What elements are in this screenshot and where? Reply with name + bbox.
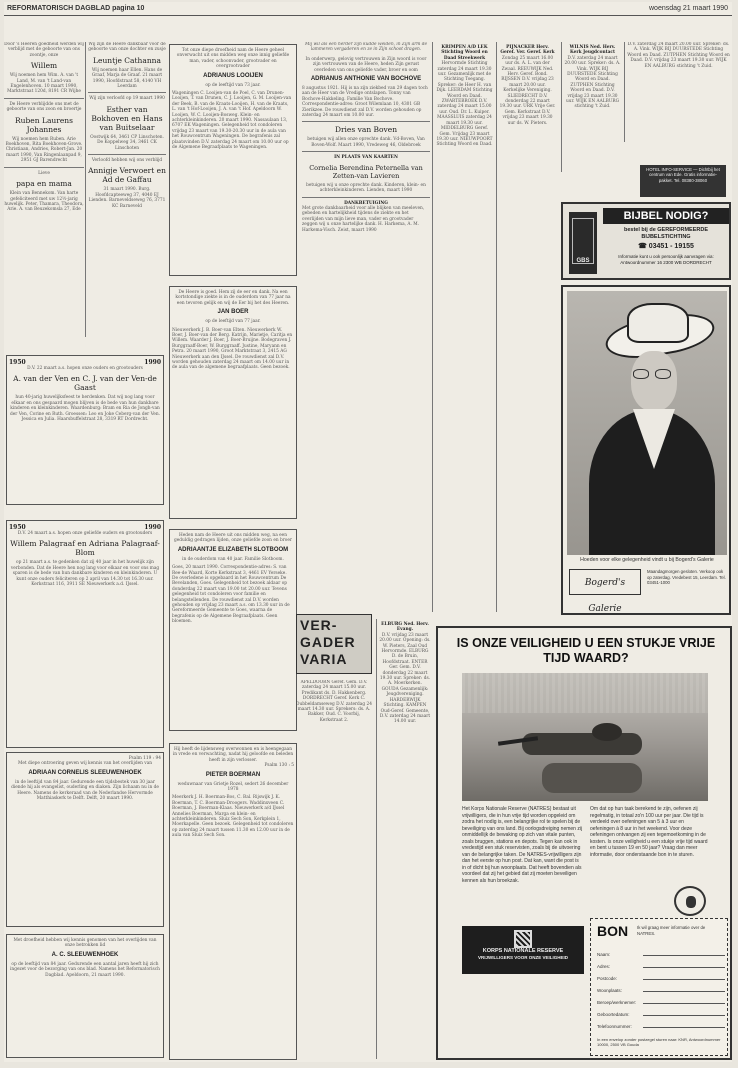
bon-field-input[interactable]: [643, 1015, 725, 1016]
bon-field-label: Adres:: [597, 964, 611, 969]
announcement-name: Leuntje Cathanna: [93, 55, 161, 65]
bon-field-label: Woonplaats:: [597, 988, 622, 993]
announcement-name: Annigje Verwoert en Ad de Gaffau: [88, 166, 166, 185]
notice-text: hun 40-jarig huwelijksfeest te herdenken. Dat wij nog lang voor elkaar en ons gespaard mogen blijven is de bede van hun dankbare kinderen en kleinkinderen. Waardenburg: Bram en Ria de Jongh-van der Ven, Corine en Ruth. Groessen: Leo en Joke Ceberg-van der Ven. Jessica en Julia. Haarsbuffelstraat 28, 3319 RT Dordrecht.: [10, 395, 160, 423]
bon-field-row: [597, 993, 725, 1005]
notice-text: Psalm 130 : 5: [264, 763, 294, 769]
notice-text: IN PLAATS VAN KAARTEN: [334, 155, 398, 161]
birth-announcements-right: [88, 42, 166, 337]
death-notice-boer: [169, 286, 297, 519]
announcement-name: Willem: [30, 61, 58, 71]
church-meetings-col-5: [624, 42, 730, 142]
notice-text: D.V. zaterdag 24 maart 20.00 uur. Spreker: ds. A. Vink. WIJK BIJ DUURSTEDE Stichting Woord en Daad. ZUTPHEN Stichting Woord en Daad. D.V. vrijdag 23 maart 19.30 uur. WIJK EN AALBURG stichting 't Zuid.: [564, 55, 621, 110]
couple-name: Willem Palagraaf en Adriana Palagraaf-Blom: [10, 539, 160, 558]
page-header: [4, 2, 732, 16]
hat-gallery-ad: Hoeden voor elke gelegenheid vindt u bij Bogerd's Galerie Bogerd's Galerie Maandagmorgen gesloten. Verkoop ook op zaterdag. Vredebest 15, Leerdam. Tel. 03451-1000: [561, 285, 731, 615]
announcement-text: De Heere verblijdde ons met de geboorte van ons zoon en broertje: [6, 101, 82, 113]
deceased-name: A. C. SLEEUWENHOEK: [51, 951, 119, 958]
notice-text: 8 augustus 1921. Hij is na zijn ziekbed van 29 dagen toch aan de Heer van de Vredige ontslapen. Tonny van Bochove-Hakkeling. Familie Van Bochove. Correspondentie-adres: Groot Wilemlaan 10, 4301 GB Zierikzee. De rouwdienst zal D.V. worden gehouden op zaterdag 24 maart om 10.00 uur.: [302, 86, 428, 119]
bon-field-row: [597, 981, 725, 993]
newspaper-page: [4, 2, 732, 1062]
bon-field-label: Naam:: [597, 952, 611, 957]
corps-emblem-icon: [514, 930, 532, 948]
notice-text: betuigen wij u onze oprechte dank. Kinderen, klein- en achterkleinkinderen. Lienden, maart 1990: [306, 182, 426, 194]
death-notice-looijen: [169, 44, 297, 276]
death-notice-sleeuwenhoek: [6, 752, 164, 927]
column-rule: [85, 42, 86, 337]
promo-headline: BIJBEL NODIG?: [603, 208, 729, 224]
thanks-name: Cornelia Berendina Peternella van Zetten-van Lavieren: [309, 163, 423, 180]
natres-headline: IS ONZE VEILIGHEID U EEN STUKJE VRIJE TIJD WAARD?: [456, 636, 716, 665]
announcement-text: Wij noemen hem Wim. A. van 't Land, M. van 't Land-van Engelenhoven. 10 maart 1990, Marktstraat 120d, 8191 CR Wijhe: [7, 73, 81, 95]
notice-text: op de leeftijd van 73 jaar.: [205, 82, 261, 88]
couple-name: A. van der Ven en C. J. van der Ven-de Gaast: [13, 374, 157, 393]
bon-fields: [597, 945, 725, 1029]
separator: [88, 154, 166, 155]
announcement-text: Lieve: [38, 170, 50, 176]
notice-text: APELDOORN Geref. Gem. D.V. zaterdag 24 maart 15.00 uur. Predikant ds. D. Hakkenberg. DORDRECHT Geref. Kerk C. Dubbeldamseweg D.V. zaterdag 24 maart 14.30 uur. Sprekers: ds. A. Bakker, Oud. C. Voorbij, Kerkstraat 2.: [296, 680, 372, 723]
separator: [4, 167, 84, 168]
bon-field-row: [597, 969, 725, 981]
bon-field-row: [597, 1017, 725, 1029]
notice-text: 1950 1990: [9, 524, 161, 531]
notice-text: op de leeftijd van 84 jaar. Gedurende een aantal jaren heeft hij zich ingezet voor de bezorging van ons blad. Namens het Reformatorisch Dagblad. Apeldoorn, 21 maart 1990.: [10, 961, 160, 978]
notice-text: WILNIS Ned. Herv. Kerk Jeugdcontact: [569, 45, 616, 56]
notice-text: Mij wil als een herder zijn kudde weiden, in Zijn arm de lammeren vergaderen en ze in Zijn schoot dragen.: [304, 42, 428, 53]
issue-date: woensdag 21 maart 1990: [649, 5, 728, 12]
deer-icon: [674, 886, 706, 916]
notice-text: In onderwerp, gelovig vertrouwen in Zijn woord is voor zijn vertrouwen van de Heere, heden Zijn gerust overleden van ons geliefde vader, broer en oom: [305, 56, 427, 73]
bon-field-row: [597, 957, 725, 969]
announcement-text: Verloofd hebben wij ons verblijd: [91, 158, 163, 164]
announcement-text: Oostwijk 64, 3461 CP Linschoten. De Koppelweg 34, 3461 CK Linschoten: [90, 134, 164, 151]
brand-logo: Bogerd's Galerie: [569, 569, 641, 595]
natres-recruitment-ad: [436, 626, 732, 1060]
notice-text: KRIMPEN A/D LEK Stichting Woord en Daad Streekwerk: [441, 45, 488, 61]
notice-text: Met grote dankbaarheid voor alle blijken van meeleven, gebeden en hartelijkheid tijdens de ziekte en het overlijden van mijn lieve man, vader en grootvader zeggen wij u onze hartelijke dank. H. Harkema, A. M. Harkema-Visch. Zeist, maart 1990: [302, 205, 425, 233]
bon-field-row: [597, 945, 725, 957]
separator: [4, 98, 84, 99]
bon-field-input[interactable]: [643, 979, 725, 980]
notice-text: D.V. 24 maart a.s. hopen onze geliefde ouders en grootouders: [17, 531, 153, 536]
announcement-text: Wij noemen hem Ruben. Arie Boekhoven, Rita Boekhoven-Grove. Christiaan, Andries, Robert-Jan. 20 maart 1990, Van Ringenlaanpad 9, 2951 GJ Barendrecht: [5, 136, 83, 164]
church-meetings-col-3: [561, 42, 621, 172]
natres-body-right: Om dat op hun taak berekend te zijn, oefenen zij regelmatig, in totaal zo'n 100 uur per jaar. Die tijd is verdeeld over oefeningen van 5 à 3 uur en oefeningen à 8 uur in het weekend. Voor deze oefeningen ontvangen zij een tegemoetkoming in de kosten. Is onze veiligheid u een stukje vrije tijd waard en bent u tussen 19 en 50 jaar? Vraag dan meer informatie, door onderstaande bon in te sturen.: [590, 806, 708, 858]
deceased-name: ADRIAANTJE ELIZABETH SLOTBOOM: [177, 546, 289, 553]
notice-text: D.V. 22 maart a.s. hopen onze ouders en grootouders: [27, 366, 143, 371]
announcement-text: Klein van Bennekom. Van harte gefeliciteerd met uw 12½-jarig huwelijk. Peter, Thamara, Theodora, Arie. A. van Beuzekomsla 27, Ede: [4, 191, 84, 213]
notices-column-3: [302, 42, 430, 612]
corps-banner: KORPS NATIONALE RESERVE VRIJWILLIGERS VOOR ONZE VEILIGHEID: [462, 926, 584, 974]
death-notice-slotboom: [169, 529, 297, 731]
notice-text: weduwnaar van Grietje Rozel, sedert 26 december 1978: [177, 781, 289, 793]
announcement-text: Door 's Heeren goedheid werden wij verblijd met de geboorte van ons zoontje, onze: [4, 42, 84, 58]
notice-text: Hij heeft de lijdensweg overwonnen en is heengegaan in vrede en verwachting, nadat hij geloofde en beleden heeft in zijn verlosser.: [172, 747, 294, 763]
paper-name: REFORMATORISCH DAGBLAD pagina 10: [7, 5, 145, 12]
notice-text: D.V. vrijdag 23 maart 20.00 uur. Opening: ds. W. Pieters, Zaal Oud Hervormde. ELBURG D. de Bruin, Hoofdstraat. ENTER Ger. Gem. D.V. donderdag 22 maart 19.30 uur. Spreker: ds. A. Moerkerken. GOUDA Gezamenlijk: Jeugdvereniging. HARDERWIJK Stichting. KAMPEN Oud-Geref. Gemeente, D.V. zaterdag 24 maart 14.00 uur.: [379, 632, 431, 725]
announcement-text: 31 maart 1990. Burg. Hoofdcapteeweg 37, 4040 EJ Lienden. Barneveldseweg 76, 3771 KC Barneveld: [88, 187, 166, 209]
notice-text: ELBURG Ned. Herv. Evang.: [381, 622, 429, 633]
announcement-name: Ruben Laurens Johannes: [15, 115, 73, 134]
bon-field-label: Postcode:: [597, 976, 618, 981]
deceased-name: JAN BOER: [217, 309, 249, 316]
notice-text: D.V. zaterdag 24 maart 20.00 uur. Spreker: ds. A. Vink. WIJK BIJ DUURSTEDE Stichting Woord en Daad. ZUTPHEN Stichting Woord en Daad. D.V. vrijdag 23 maart 19.30 uur. WIJK EN AALBURG stichting 't Zuid.: [627, 42, 730, 69]
notice-text: Wageningen C. Looijen-van de Poel, C. van Drunen-Looijen, T. van Drunen, C. J. Looijen, G. M. Looijen-van der Beek, B. van de Kraats-Looijen, H. van de Kraats, L. van 't Hof-Looijen, J. A. van 't Hof. Apeldoorn W. Looijen, W. C. Looijen-Bosweg. Klein- en achterkleinkinderen. 20 maart 1990. Nassaulaan 13, 6707 EK Wageningen. Gelegenheid tot condoleren vrijdag 23 maart van 19.30-20.30 uur in de aula van het Rouwcentrum Wageningen. De begrafenis zal plaatsvinden D.V. zaterdag 24 maart om 10.00 uur op de Algemene Begraafplaats te Wageningen.: [172, 91, 292, 151]
bon-field-input[interactable]: [643, 967, 725, 968]
announcement-text: Wij zijn de Heere dankbaar voor de geboorte van onze dochter en zusje: [88, 42, 166, 53]
notice-text: DANKBETUIGING: [344, 200, 388, 206]
bon-field-label: Geboortedatum:: [597, 1012, 630, 1017]
bon-field-label: Telefoonnummer:: [597, 1024, 632, 1029]
church-meetings-col-1: [432, 42, 494, 612]
death-notice-boerman: [169, 743, 297, 1060]
deceased-name: ADRIANUS ANTHONIE VAN BOCHOVE: [310, 76, 422, 83]
deceased-name: ADRIANUS LOOIJEN: [203, 72, 263, 79]
church-meetings-col-2: [496, 42, 556, 612]
announcement-text: Wij zijn verloofd op 19 maart 1990: [89, 96, 165, 102]
anniversary-notice-palagraaf: [6, 520, 164, 748]
deceased-name: PIETER BOERMAN: [205, 771, 261, 778]
notice-text: Goes, 20 maart 1990. Correspondentie-adres: S. van Ree-de Waard, Korte Kerkstraat 3, 4461 EV Yerseke. De overledene is opgebaard in het Rouwcentrum De Bevelanden, Goes. Gelegenheid tot bezoek aldaar op donderdag 22 maart van 19.00 tot 20.00 uur. Tevens gelegenheid tot condoleren voor familie en belangstellenden. De rouwdienst zal D.V. worden gehouden op vrijdag 23 maart a.s. om 13.30 uur in de Gereformeerde Gemeente te Goes, waarna de begrafenis op de Algemene Begraafplaats. Geen bloemen.: [172, 565, 290, 625]
notice-text: Psalm 119 : 94: [128, 756, 161, 761]
bible-society-ad: GBS BIJBEL NODIG? bestel bij de GEREFORMEERDE BIJBELSTICHTING ☎ 03451 - 19155 Informatie kunt u ook persoonlijk aanvragen via: Antwoordnummer 16 2300 WB DORDRECHT: [561, 202, 731, 280]
soldiers-photo: [462, 673, 708, 801]
notice-text: in de leeftijd van 84 jaar. Gedurende een tijdsbestek van 30 jaar diende hij als evangelist, ouderling en diaken. Zijn lichaam nu in de Heere. Namens de kerkeraad van de Nederlandse Hervormde Matthiaskerk te Delft. Delft, 20 maart 1990.: [11, 779, 159, 802]
announcement-name: papa en mama: [16, 179, 72, 189]
death-notice-sleeuwenhoek-paper: [6, 934, 164, 1058]
notice-text: PIJNACKER Herv. Geref. Ver. Geref. Kerk: [500, 45, 555, 56]
notice-text: Nieuwerkerk J. B. Boer-van Elten. Nieuwerkerk W. Boer, J. Boer-van der Berg. Katrijn, Marietje, Caritja en Willem. Waarder J. Boer, J. Boer-Bruijne. Bodegraven J. Burggraaff-Boer, W. Burggraaff. Justine, Maryann en Petra. 20 maart 1990, Groot Marktstraat 3, 2415 AG Nieuwerkerk aan den IJssel. De rouwdienst zal D.V. worden gehouden zaterdag 24 maart om 14.00 uur in de aula van de algemene begraafplaats. Geen bezoek.: [172, 327, 293, 371]
notice-text: Met diepe ontroering geven wij kennis van het overlijden van: [17, 761, 153, 767]
bon-field-input[interactable]: [643, 1027, 725, 1028]
vergader-varia-logo: VER-GADER VARIA: [296, 614, 372, 674]
bible-icon: GBS: [569, 212, 597, 274]
announcement-text: Wij noemen haar Ellen. Hans de Graaf, Marja de Graaf. 21 maart 1990, Hoofdstraat 58, 4140 VH Leerdam: [91, 67, 163, 90]
phone-number: ☎ 03451 - 19155: [638, 243, 694, 250]
notice-text: Hervormde Stichting zaterdag 24 maart 19.30 uur. Gezamenlijk met de Stichting Toegang. Spreker: de Heer H. van Dijk. LEERDAM Stichting Woord en Daad. ZWARTEBROEK D.V. zaterdag 24 maart 15.00 uur. Oud. Dr. L. Kuiper. MAASSLUIS zaterdag 24 maart 19.30 uur. MIDDELBURG Geref. Gem. Vrijdag 23 maart 19.30 uur. NIEUWPOORT Stichting Woord en Daad.: [436, 61, 493, 148]
notice-text: Heden nam de Heere uit ons midden weg, na een geduldig gedragen lijden, onze geliefde zoon en broer: [174, 533, 292, 544]
notice-text: Met droefheid hebben wij kennis genomen van het overlijden van onze betrokken lid: [13, 938, 157, 949]
bon-coupon[interactable]: BON Ik wil graag meer informatie over de NATRES. Naam: Adres: Postcode: Woonplaats: Beroep/werknemer: Geboortedatum: Telefoonnummer: In een envelop zonder postzegel sturen naar: KNR, Antwoordnummer 10000, 2500 VB Gouda: [590, 918, 728, 1056]
notice-text: Meerkerk J. H. Boerman-Bos, C. Bal. Rijswijk J. K. Boerman, T. C. Boerman-Droogers. Waddinxveen C. Boerman, J. Boerman-Klaas. Nieuwerkerk a/d IJssel Annelies Boerman, Marga en klein- en achterkleinkinderen. Sluiz Sech Son, Kerkplein 1, Moerkapelle. Geen bezoek. Gelegenheid tot condoleren op zaterdag 24 maart tussen 11.30 en 12.00 uur in de aula van Sluiz Sech Son.: [172, 795, 294, 839]
notice-text: 1950 1990: [9, 359, 161, 366]
vergader-varia-column: [296, 680, 372, 1060]
portrait-photo: [567, 291, 727, 555]
announcement-name: Esther van Bokhoven en Hans van Buitselaar: [91, 104, 163, 132]
bon-field-input[interactable]: [643, 991, 725, 992]
notice-text: in de ouderdom van 40 jaar. Familie Slotboom.: [182, 556, 284, 562]
church-meetings-col-4: [376, 619, 431, 1059]
anniversary-notice-vanderven: [6, 355, 164, 505]
deceased-name: ADRIAAN CORNELIS SLEEUWENHOEK: [28, 769, 142, 776]
notice-text: op de leeftijd van 77 jaar.: [205, 319, 261, 325]
notice-text: Tot onze diepe droefheid nam de Heere geheel onverwacht uit ons midden weg onze innig geliefde man, vader, schoonvader, grootvader en overgrootvader: [176, 48, 290, 70]
notice-text: De Heere is goed. Hem zij de eer en dank. Na een kortstondige ziekte is in de ouderdom van 77 jaar na een tevoren gelijk en wij de Eer bij het des Heeren.: [175, 290, 291, 306]
bon-field-label: Beroep/werknemer:: [597, 1000, 637, 1005]
hotel-info-ad: HOTEL INFO-SERVICE — Dichtbij het centrum van Ede. Gratis informatie-pakket. Tel. 08380-38060: [640, 165, 726, 197]
bon-field-input[interactable]: [643, 1003, 725, 1004]
bon-field-row: [597, 1005, 725, 1017]
natres-body-left: Het Korps Nationale Reserve (NATRES) bestaat uit vrijwilligers, die in hun vrije tijd worden opgeleid om zodra het nodig is, een belangrijke rol te spelen bij de beveiliging van ons land. Bij oorlogsdreiging nemen zij onmiddellijk de bewaking op zich van vitale punten, zoals bruggen, stations en depots. Tegen kan ook in vredestijd een stuk reservisten, zoals bij de uitvoering van de belangrijke taken. De NATRES-vrijwilligers zijn dan het eerste op hun post. Dat kan, want die post is in of dicht bij hun woonplaats. Dat heeft bovendien als voordeel dat zij het gebied dat zij moeten beveiligen kennen als hun broekzak.: [462, 806, 583, 884]
notice-text: op 21 maart a.s. te gedenken dat zij 40 jaar in het huwelijk zijn verbonden. Dat de Heere hen nog lang voor elkaar en voor ons mag sparen is de bede van hun dankbare kinderen en kleinkinderen. U kunt onze ouders feliciteren op 2 april van 14.30 tot 16.30 uur. Kerkstraat 116, 3911 SE Nieuwerkerk a.d. IJssel.: [10, 560, 160, 588]
notice-text: betuigen wij allen onze oprechte dank. Vd-Boven, Van Boven-Wolf. Maart 1990, Vredeweg 46, Oldebroek: [307, 137, 425, 148]
separator: [88, 92, 166, 93]
thanks-name: Dries van Boven: [334, 125, 398, 135]
bon-field-input[interactable]: [643, 955, 725, 956]
notice-text: Zondag 25 maart 16.00 uur ds. A. L. van der Zwaal. REEUWIJK Ned. Herv. Geref. Bond. RIJSSEN D.V. vrijdag 23 maart 20.00 uur. Kerkelijke Vereniging. SLIEDRECHT D.V. donderdag 22 maart 19.30 uur. URK Vrije Ger. Gem. Kerkstraat D.V. vrijdag 23 maart 19.30 uur ds. W. Pieters.: [499, 55, 556, 126]
birth-announcements-left: [4, 42, 84, 337]
